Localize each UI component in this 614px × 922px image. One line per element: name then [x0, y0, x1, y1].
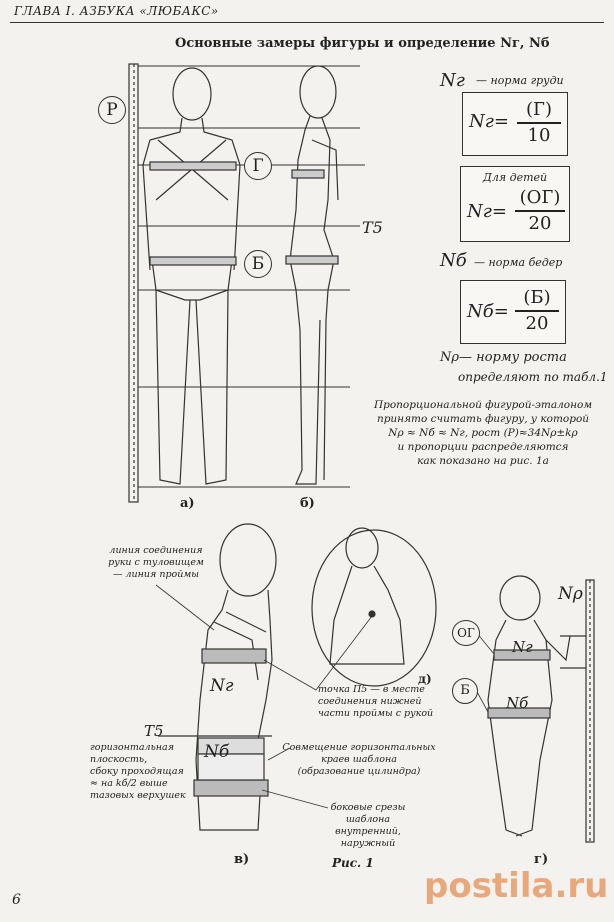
page-title: Основные замеры фигуры и определение Nг, Nб	[175, 36, 550, 51]
note-line: тазовых верхушек	[90, 790, 186, 801]
nb-symbol: Nб	[440, 250, 467, 271]
nb-fraction	[515, 287, 559, 337]
chest-marker: Г	[244, 152, 272, 180]
figure-number: Рис. 1	[332, 856, 374, 870]
child-nr-label: Nρ	[558, 584, 583, 604]
caption-g: г)	[534, 852, 549, 867]
fraction-bar	[515, 310, 559, 312]
paragraph-line: Пропорциональной фигурой-эталоном	[373, 399, 593, 411]
caption-d: д)	[418, 672, 432, 686]
nb-formula-lhs: Nб=	[467, 301, 509, 322]
note-line: точка П5 — в месте	[318, 684, 425, 695]
front-figure-outline	[143, 68, 240, 484]
children-formula-box	[460, 166, 570, 242]
nb-formula-box	[460, 280, 566, 344]
t5-label: T5	[362, 218, 383, 237]
height-marker: Р	[98, 96, 126, 124]
side-seams-note	[326, 802, 410, 850]
child-nb-label: Nб	[506, 694, 529, 712]
note-line: плоскость,	[90, 754, 148, 765]
note-line: соединения нижней	[318, 696, 422, 707]
child-figure-outline	[488, 576, 594, 842]
children-numerator: (ОГ)	[519, 187, 561, 208]
ng-formula-box	[462, 92, 568, 156]
note-line: — линия проймы	[112, 569, 200, 580]
note-line: ≈ на kб/2 выше	[90, 778, 168, 789]
note-line: шаблона	[345, 814, 391, 825]
fraction-bar	[517, 122, 561, 124]
child-hip-marker: Б	[452, 678, 478, 704]
t5-description	[90, 742, 194, 802]
note-line: Совмещение горизонтальных	[282, 742, 436, 753]
nb-numerator: (Б)	[523, 287, 551, 308]
ng-fraction	[517, 99, 561, 149]
paragraph-line: Nρ ≈ Nб ≈ Nг, рост (Р)≈34Nρ±kρ	[388, 427, 578, 439]
nb-denominator: 20	[525, 313, 549, 334]
children-fraction	[515, 187, 565, 237]
note-line: сбоку проходящая	[90, 766, 184, 777]
page-number: 6	[12, 892, 21, 908]
note-line: краев шаблона	[321, 754, 397, 765]
cylinder-note	[280, 742, 438, 778]
hip-marker: Б	[244, 250, 272, 278]
t5-label-bottom: T5	[144, 722, 164, 740]
note-line: части проймы с рукой	[318, 708, 434, 719]
ng-mark: Nг	[210, 676, 234, 696]
paragraph-line: как показано на рис. 1а	[417, 455, 549, 467]
caption-b: б)	[300, 496, 315, 511]
nr-line-1: Nρ— норму роста	[440, 350, 567, 365]
caption-v: в)	[234, 852, 250, 867]
children-denominator: 20	[528, 213, 552, 234]
nb-mark: Nб	[204, 742, 230, 762]
armhole-note	[100, 545, 212, 581]
note-line: боковые срезы	[330, 802, 406, 813]
watermark: postila.ru	[424, 866, 609, 906]
og-marker: ОГ	[452, 620, 480, 646]
ng-symbol: Nг	[440, 70, 465, 91]
note-line: руки с туловищем	[108, 557, 204, 568]
children-formula-lhs: Nг=	[467, 201, 507, 222]
note-line: горизонтальная	[90, 742, 174, 753]
ng-description: — норма груди	[476, 74, 564, 87]
ng-numerator: (Г)	[526, 99, 552, 120]
p5-note	[318, 684, 433, 720]
proportion-paragraph	[360, 398, 606, 468]
height-ruler	[129, 64, 138, 502]
note-line: (образование цилиндра)	[297, 766, 421, 777]
fraction-bar	[515, 210, 565, 212]
children-caption: Для детей	[482, 171, 548, 184]
ng-denominator: 10	[527, 125, 551, 146]
nr-line-2: определяют по табл.1	[458, 370, 608, 384]
ng-formula-lhs: Nг=	[469, 111, 509, 132]
paragraph-line: и пропорции распределяются	[397, 441, 569, 453]
note-line: внутренний,	[335, 826, 401, 837]
chapter-header: ГЛАВА I. АЗБУКА «ЛЮБАКС»	[14, 4, 219, 18]
paragraph-line: принято считать фигуру, у которой	[376, 413, 590, 425]
side-figure-outline	[286, 66, 338, 484]
detail-circle-outline	[312, 528, 436, 686]
note-line: наружный	[340, 838, 396, 849]
nb-description: — норма бедер	[474, 256, 563, 269]
child-ng-label: Nг	[512, 638, 533, 656]
caption-a: а)	[180, 496, 195, 511]
note-line: линия соединения	[109, 545, 203, 556]
